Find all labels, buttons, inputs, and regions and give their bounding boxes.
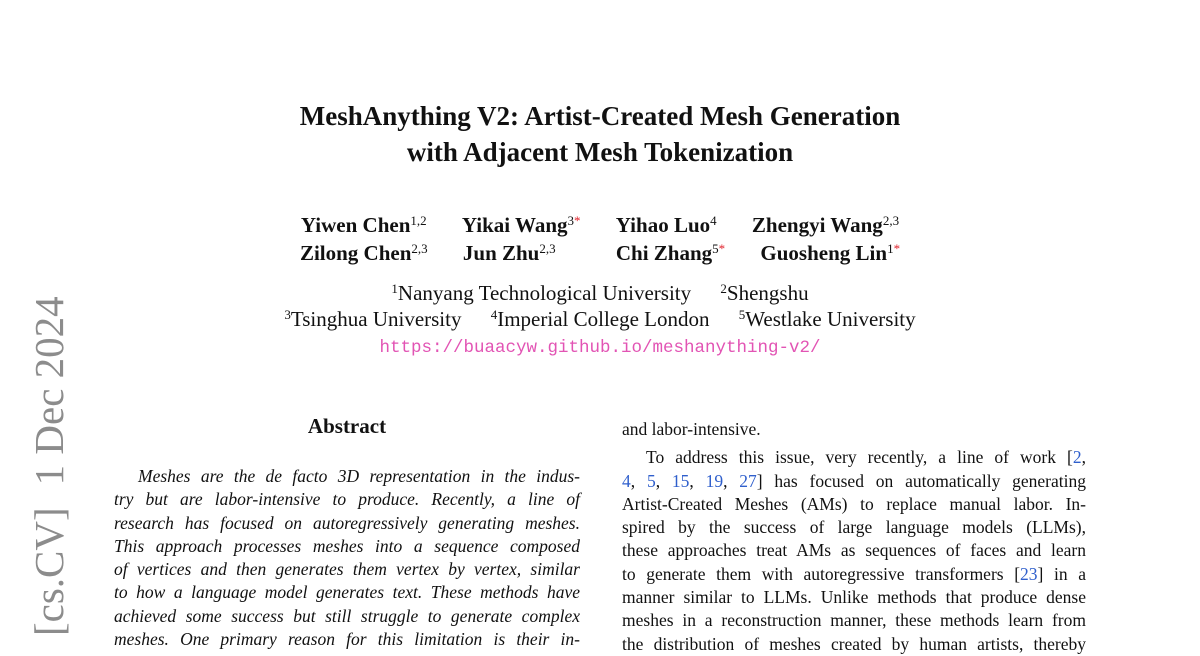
citation-link[interactable]: 23 <box>1020 563 1038 584</box>
affiliations-row-2 <box>0 306 1200 332</box>
citation-link[interactable]: 4 <box>622 470 631 491</box>
paper-title <box>0 98 1200 170</box>
affiliation: $^5$Westlake University <box>738 307 916 331</box>
body-line: Artist-Created Meshes (AMs) to replace manual labor. In- <box>622 493 1086 514</box>
body-line: to generate them with autoregressive transformers [23] in a <box>622 563 1086 584</box>
body-line: spired by the success of large language models (LLMs), <box>622 517 1086 538</box>
title-line-2: with Adjacent Mesh Tokenization <box>406 137 794 167</box>
author: Zhengyi Wang$^{2,3}$ <box>751 213 900 237</box>
project-url-link[interactable]: https://buaacyw.github.io/meshanything-v2/ <box>379 338 821 358</box>
affiliation: $^2$Shengshu <box>720 281 809 305</box>
abstract-body <box>114 465 580 651</box>
citation-link[interactable]: 15 <box>671 470 690 491</box>
abstract-line: to how a language model generates text. These methods have <box>114 582 580 603</box>
body-line: To address this issue, very recently, a line of work [2, <box>646 447 1086 468</box>
affiliation: $^3$Tsinghua University <box>284 307 462 331</box>
arxiv-stamp <box>26 296 72 636</box>
abstract-line: meshes. One primary reason for this limitation is their in- <box>114 629 580 650</box>
arxiv-date: 1 Dec 2024 <box>26 296 72 486</box>
authors-row-1 <box>0 211 1200 239</box>
affiliation: $^4$Imperial College London <box>490 307 710 331</box>
body-line: and labor-intensive. <box>622 419 761 439</box>
abstract-line: try but are labor-intensive to produce. Recently, a line of <box>114 489 580 510</box>
author: Zilong Chen$^{2,3}$ <box>299 241 428 265</box>
title-line-1: MeshAnything V2: Artist-Created Mesh Generation <box>299 101 901 131</box>
affiliation: $^1$Nanyang Technological University <box>391 281 692 305</box>
citation-link[interactable]: 5 <box>646 470 656 491</box>
citation-link[interactable]: 19 <box>705 470 724 491</box>
body-line: the distribution of meshes created by human artists, thereby <box>622 633 1086 654</box>
body-line: meshes in a reconstruction manner, these methods learn from <box>622 610 1086 631</box>
author: Guosheng Lin$^{1*}$ <box>760 241 901 265</box>
abstract-line: This approach processes meshes into a sequence composed <box>114 535 580 556</box>
intro-column <box>622 418 1086 656</box>
citation-link[interactable]: 27 <box>739 470 757 491</box>
abstract-line: of vertices and then generates them vertex by vertex, similar <box>114 559 580 580</box>
citation-link[interactable]: 2 <box>1072 447 1082 468</box>
author: Chi Zhang$^{5*}$ <box>615 241 726 265</box>
abstract-line: research has focused on autoregressively generating meshes. <box>114 512 580 533</box>
abstract-heading: Abstract <box>307 414 387 438</box>
affiliations-row-1 <box>0 280 1200 306</box>
body-line: 4, 5, 15, 19, 27] has focused on automatically generating <box>622 470 1086 491</box>
author: Yikai Wang$^{3*}$ <box>461 213 581 237</box>
author: Yihao Luo$^4$ <box>615 213 717 237</box>
abstract-line: Meshes are the de facto 3D representation in the indus- <box>138 466 580 486</box>
authors-row-2 <box>0 239 1200 267</box>
body-line: these approaches treat AMs as sequences of faces and learn <box>622 540 1086 561</box>
body-line: manner similar to LLMs. Unlike methods that produce dense <box>622 587 1086 608</box>
abstract-line: achieved some success but still struggle to generate complex <box>114 605 580 626</box>
corresponding-star: * <box>718 241 726 256</box>
author: Yiwen Chen$^{1,2}$ <box>300 213 427 237</box>
author: Jun Zhu$^{2,3}$ <box>462 241 556 265</box>
arxiv-category: [cs.CV] <box>26 507 72 636</box>
corresponding-star: * <box>893 241 901 256</box>
corresponding-star: * <box>574 213 581 228</box>
